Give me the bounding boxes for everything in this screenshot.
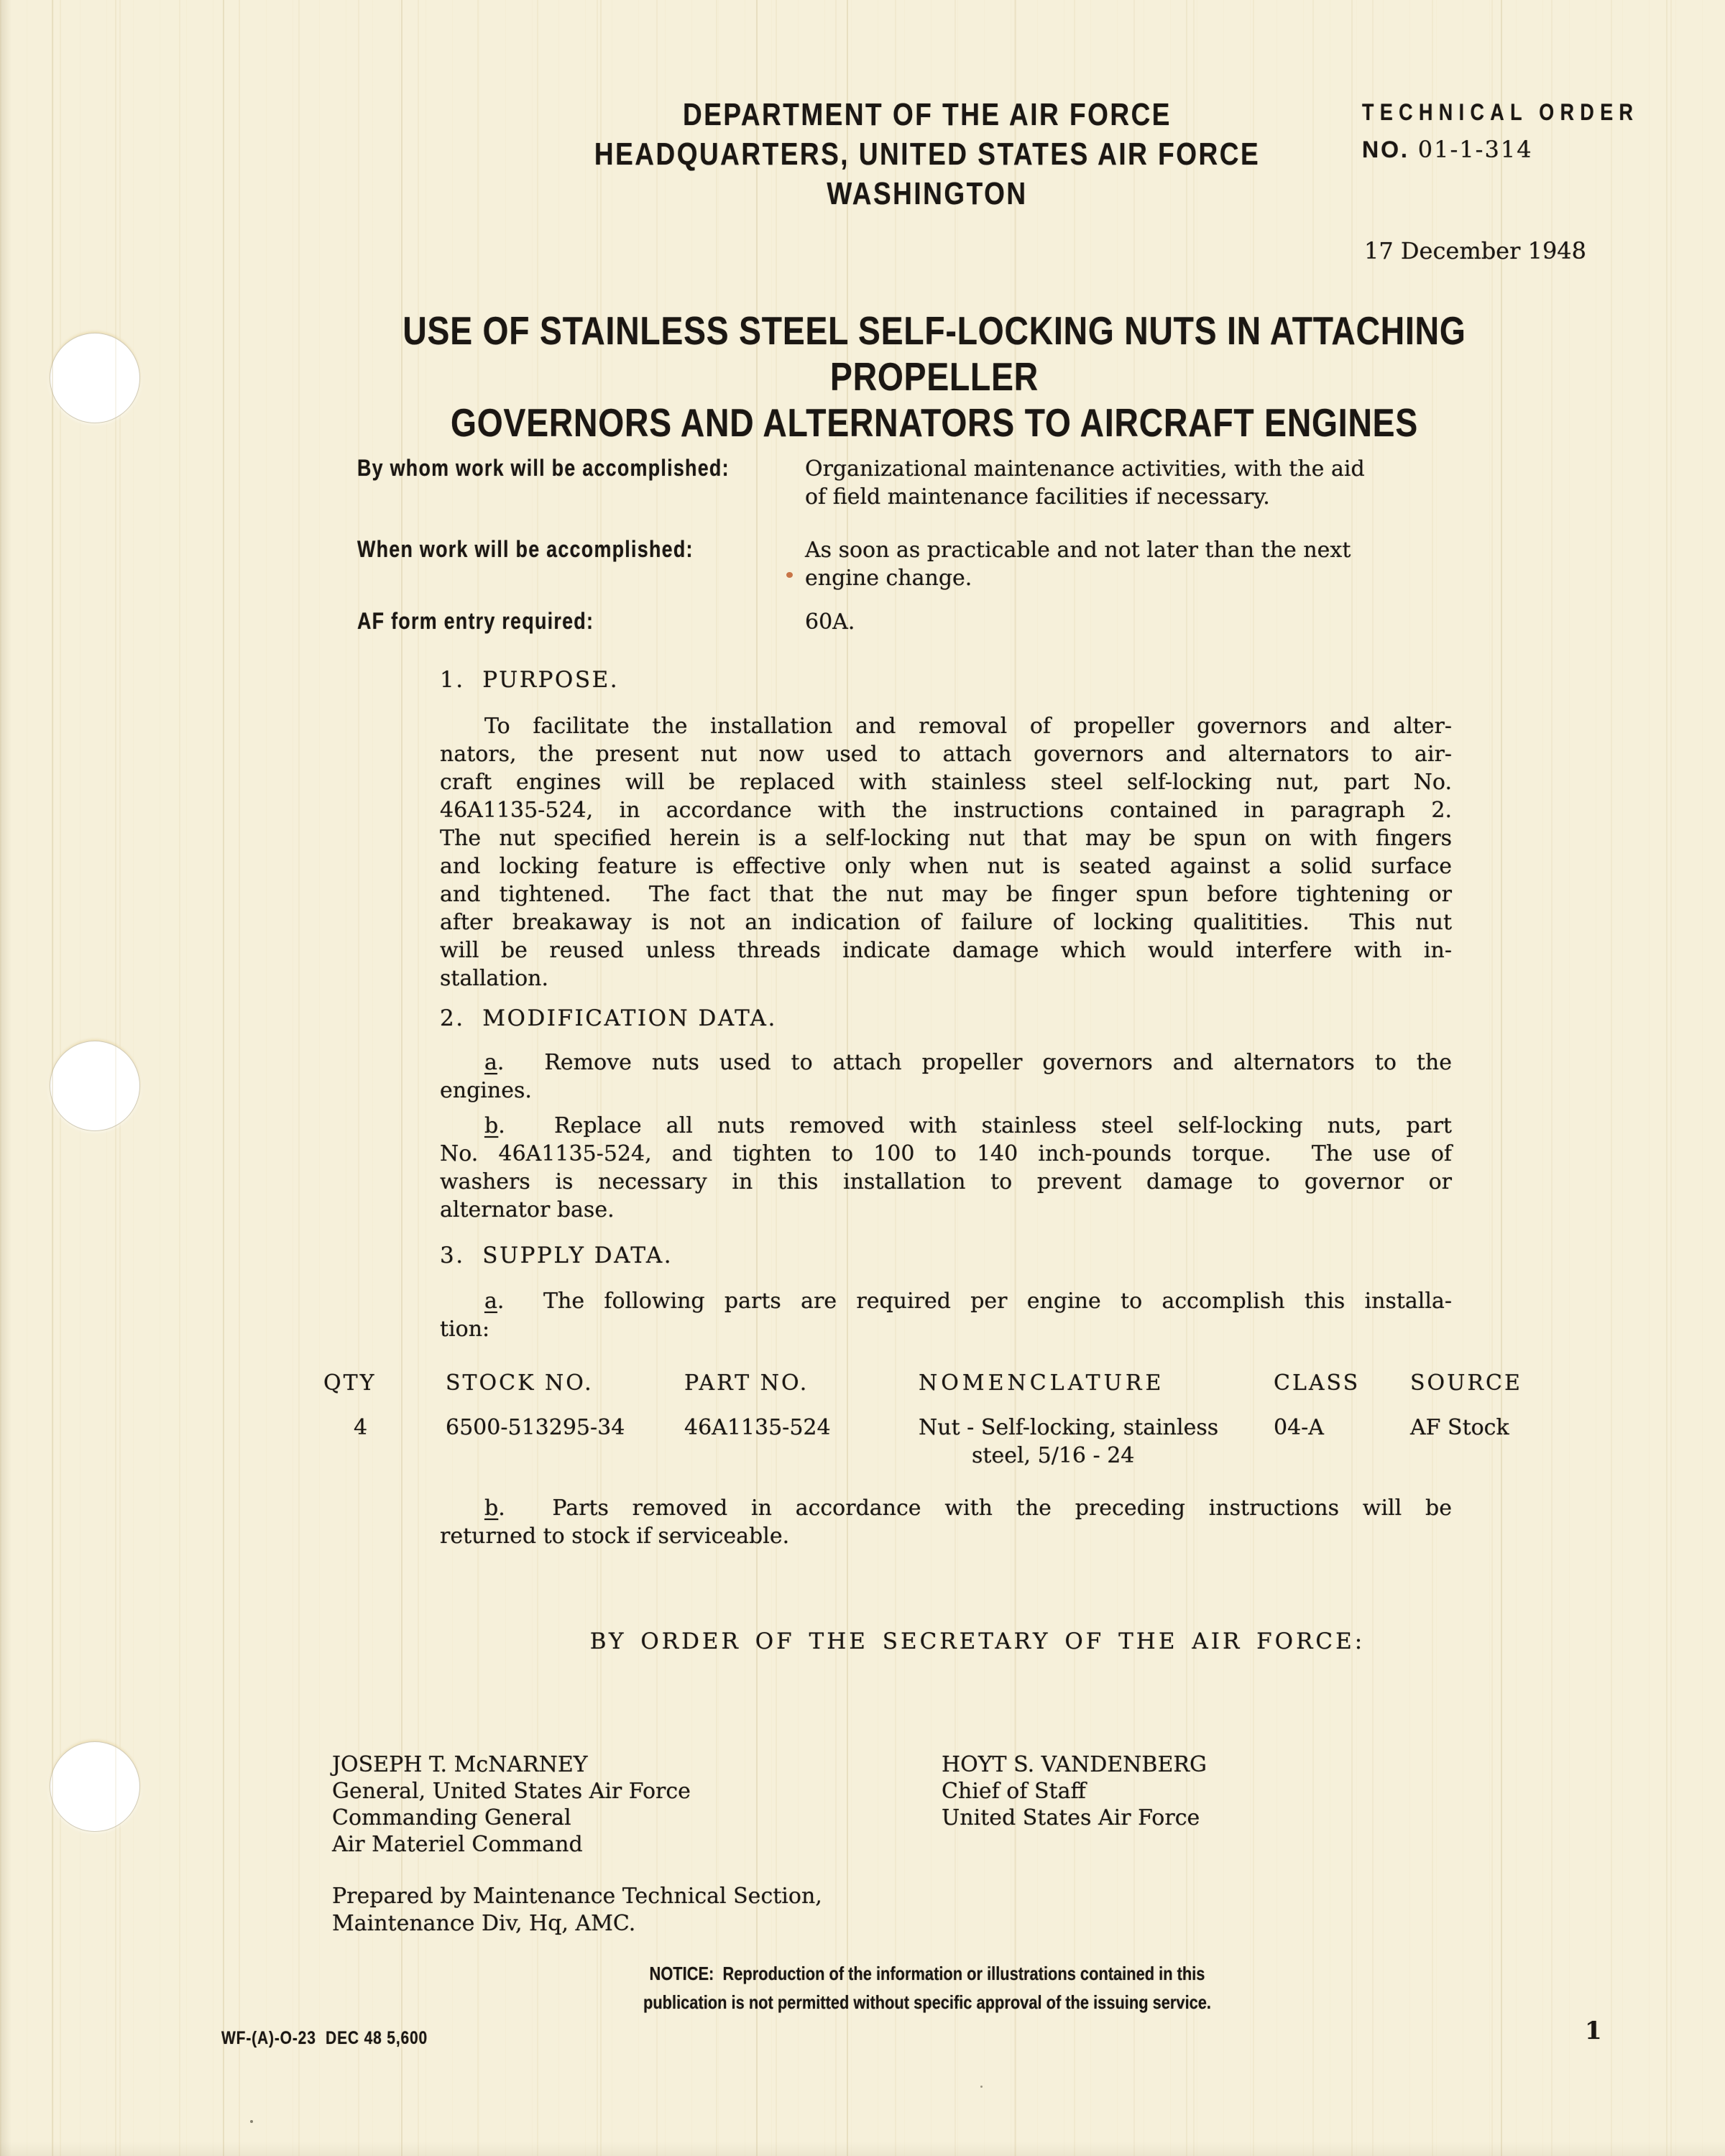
table-cell-nomenclature-cont: steel, 5/16 - 24 [972,1443,1135,1468]
table-cell-qty: 4 [354,1415,368,1440]
scan-crease [115,0,116,2156]
section-heading-modification: 2. MODIFICATION DATA. [440,1005,777,1031]
letterhead-department: DEPARTMENT OF THE AIR FORCE [683,97,1172,132]
subpara-letter: b [484,1496,499,1521]
info-value-line: Organizational maintenance activities, with the aid [805,456,1365,482]
document-title [216,308,1653,446]
prepared-by-line: Prepared by Maintenance Technical Section, [332,1884,822,1909]
signatory-title: Commanding General [332,1805,571,1830]
purpose-paragraph [440,712,1452,992]
scan-speck [980,2086,983,2088]
issue-date: 17 December 1948 [1364,237,1587,264]
info-value-line: of field maintenance facilities if necessary. [805,484,1270,510]
info-label-af-form: AF form entry required: [357,608,594,634]
scan-crease [52,0,53,2156]
punch-hole-bottom [50,1741,140,1832]
signatory-title: General, United States Air Force [332,1779,691,1804]
table-header-class: CLASS [1274,1370,1361,1396]
paragraph-line: engines. [440,1078,532,1103]
paragraph-line: b. Replace all nuts removed with stainless steel self-locking nuts, part [484,1113,1452,1138]
info-value-af-form [805,608,1452,636]
paragraph-line: will be reused unless threads indicate damage which would interfere with in- [440,938,1452,963]
info-label-by-whom: By whom work will be accomplished: [357,455,730,481]
scan-crease [1666,0,1668,2156]
paragraph-line: b. Parts removed in accordance with the preceding instructions will be [484,1496,1452,1521]
paragraph-line: returned to stock if serviceable. [440,1524,790,1549]
subpara-letter: a [484,1289,497,1314]
prepared-by-block [332,1883,822,1938]
technical-order-number [1362,135,1692,164]
punch-hole-top [50,333,140,423]
table-header-qty: QTY [323,1370,377,1396]
info-value-line: 60A. [805,609,855,635]
signature-block-left [332,1751,691,1858]
paragraph-line: The nut specified herein is a self-locking nut that may be spun on with fingers [440,826,1452,851]
paragraph-line: stallation. [440,966,548,991]
scan-speck [786,572,793,578]
table-cell-source: AF Stock [1410,1415,1509,1440]
signatory-title: United States Air Force [942,1805,1200,1830]
modification-subpara-a [440,1049,1452,1105]
document-title-line-1: USE OF STAINLESS STEEL SELF-LOCKING NUTS IN ATTACHING PROPELLER [402,308,1476,399]
subpara-letter: a [484,1050,497,1075]
paragraph-line: No. 46A1135-524, and tighten to 100 to 140 inch-pounds torque. The use of [440,1141,1452,1166]
paragraph-line: tion: [440,1317,490,1342]
by-order-line: BY ORDER OF THE SECRETARY OF THE AIR FORCE: [589,1628,1366,1654]
info-value-by-whom [805,455,1452,511]
info-value-when [805,536,1452,592]
info-label-when: When work will be accomplished: [357,536,694,562]
table-cell-nomenclature: Nut - Self-locking, stainless [919,1415,1219,1440]
paragraph-line: and tightened. The fact that the nut may be finger spun before tightening or [440,882,1452,907]
paragraph-line: 46A1135-524, in accordance with the instructions contained in paragraph 2. [440,798,1452,823]
supply-subpara-a [440,1287,1452,1343]
table-cell-part-no: 46A1135-524 [684,1415,831,1440]
scan-speck [250,2120,253,2123]
paragraph-line: and locking feature is effective only when nut is seated against a solid surface [440,854,1452,879]
section-heading-supply: 3. SUPPLY DATA. [440,1243,673,1268]
table-cell-stock-no: 6500-513295-34 [446,1415,625,1440]
technical-order-label: TECHNICAL ORDER [1362,99,1639,125]
letterhead-city: WASHINGTON [827,176,1028,211]
letterhead [388,95,1466,213]
paragraph-line: nators, the present nut now used to attach governors and alternators to air- [440,742,1452,767]
paragraph-line: alternator base. [440,1197,615,1222]
info-value-line: engine change. [805,566,972,591]
table-header-nomenclature: NOMENCLATURE [919,1370,1165,1396]
table-header-stock-no: STOCK NO. [446,1370,594,1396]
notice-line: NOTICE: Reproduction of the information or illustrations contained in this [649,1963,1205,1984]
supply-subpara-b [440,1494,1452,1550]
page-number: 1 [1585,2017,1602,2045]
info-value-line: As soon as practicable and not later than the next [805,538,1351,563]
signatory-title: Air Materiel Command [332,1832,583,1857]
paragraph-line: a. The following parts are required per engine to accomplish this installa- [484,1289,1452,1314]
paragraph-line: a. Remove nuts used to attach propeller governors and alternators to the [484,1050,1452,1075]
prepared-by-line: Maintenance Div, Hq, AMC. [332,1911,636,1936]
paragraph-line: after breakaway is not an indication of failure of locking qualitities. This nut [440,910,1452,935]
print-code: WF-(A)-O-23 DEC 48 5,600 [221,2028,428,2048]
modification-subpara-b [440,1112,1452,1224]
section-heading-purpose: 1. PURPOSE. [440,667,620,693]
punch-hole-middle [50,1041,140,1131]
subpara-letter: b [484,1113,499,1138]
table-header-part-no: PART NO. [684,1370,809,1396]
signatory-name: HOYT S. VANDENBERG [942,1752,1207,1777]
table-header-source: SOURCE [1410,1370,1522,1396]
signatory-title: Chief of Staff [942,1779,1086,1804]
technical-order-no-label: NO. [1362,137,1418,162]
paragraph-line: washers is necessary in this installation to prevent damage to governor or [440,1169,1452,1194]
signature-block-right [942,1751,1207,1831]
document-title-line-2: GOVERNORS AND ALTERNATORS TO AIRCRAFT ENGINES [450,400,1418,445]
table-cell-class: 04-A [1274,1415,1324,1440]
paragraph-line: To facilitate the installation and removal of propeller governors and alter- [484,714,1452,739]
technical-order-no-value: 01-1-314 [1417,136,1533,163]
technical-order-block [1362,98,1692,164]
reproduction-notice [244,1959,1610,2017]
letterhead-headquarters: HEADQUARTERS, UNITED STATES AIR FORCE [594,137,1261,172]
signatory-name: JOSEPH T. McNARNEY [332,1752,588,1777]
notice-line: publication is not permitted without specific approval of the issuing service. [643,1991,1211,2013]
paragraph-line: craft engines will be replaced with stainless steel self-locking nut, part No. [440,770,1452,795]
